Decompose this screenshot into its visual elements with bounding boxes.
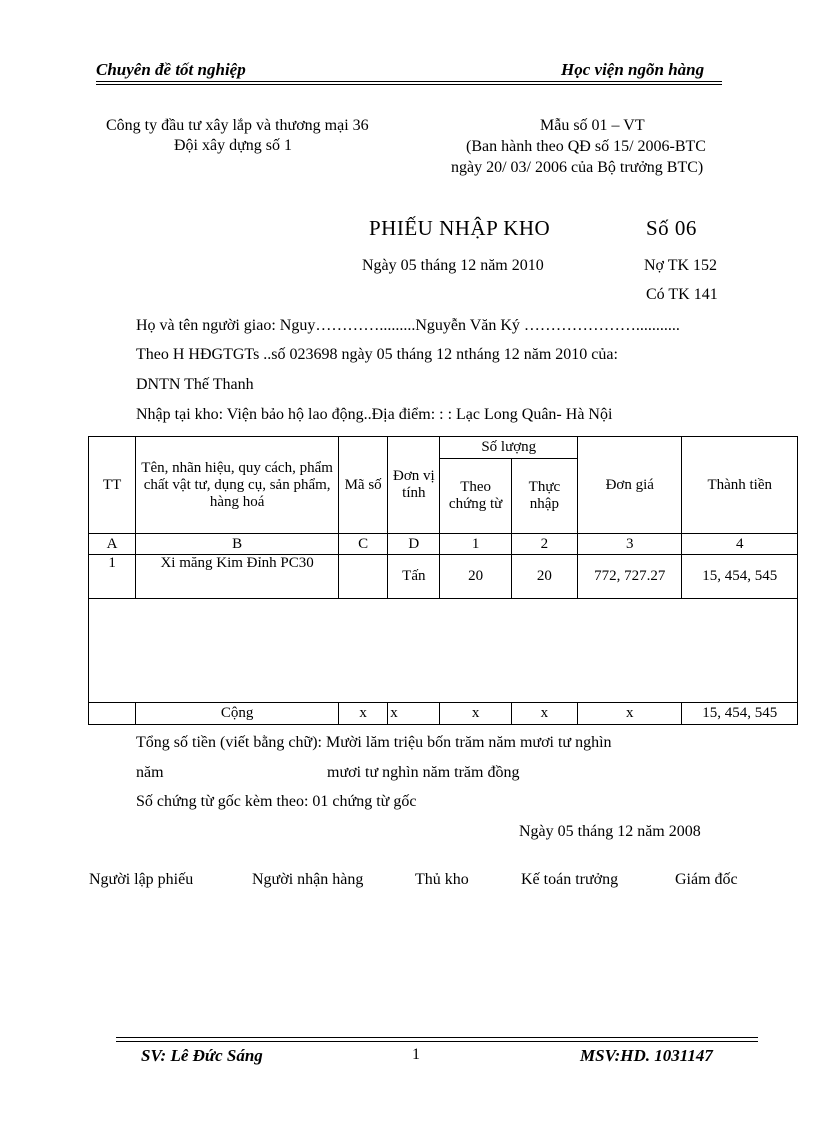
warehouse-line: Nhập tại kho: Viện bảo hộ lao động..Địa điểm: : : Lạc Long Quân- Hà Nội (136, 406, 613, 423)
header-amount: Thành tiền (682, 437, 798, 534)
row-unit: Tấn (388, 555, 440, 599)
signature-director: Giám đốc (675, 871, 738, 888)
total-qty-doc: x (440, 703, 511, 725)
total-row (89, 703, 798, 725)
blank-area (89, 599, 798, 703)
amount-words-line-1: Tổng số tiền (viết bằng chữ): Mười lăm triệu bốn trăm năm mươi tư nghìn (136, 734, 612, 751)
column-code: A (89, 534, 136, 555)
row-amount: 15, 454, 545 (682, 555, 798, 599)
header-tt: TT (89, 437, 136, 534)
header-item-name: Tên, nhãn hiệu, quy cách, phẩm chất vật tư, dụng cụ, sản phẩm, hàng hoá (136, 437, 339, 534)
debit-account: Nợ TK 152 (644, 257, 718, 274)
deliverer-line: Họ và tên người giao: Nguy………….........Nguyễn Văn Ký …………………........... (136, 317, 680, 334)
header-qty-doc: Theo chứng từ (440, 459, 511, 534)
header-rule-top (96, 81, 722, 82)
column-code: B (136, 534, 339, 555)
footer-rule-bottom (116, 1041, 758, 1042)
form-issued-date: ngày 20/ 03/ 2006 của Bộ trưởng BTC) (451, 159, 704, 176)
blank-area-row (89, 599, 798, 703)
signature-storekeeper: Thủ kho (415, 871, 469, 888)
row-price: 772, 727.27 (578, 555, 682, 599)
reference-line-1: Theo H HĐGTGTs ..số 023698 ngày 05 tháng 12 ntháng 12 năm 2010 của: (136, 346, 618, 363)
amount-words-line-2b: mươi tư nghìn năm trăm đồng (327, 764, 520, 781)
header-quantity-group: Số lượng (440, 437, 578, 459)
table-header-row (89, 437, 798, 459)
header-left-title: Chuyên đề tốt nghiệp (96, 60, 246, 79)
row-tt: 1 (89, 555, 136, 599)
column-code-row (89, 534, 798, 555)
total-unit: x (388, 703, 440, 725)
header-right-title: Học viện ngõn hàng (561, 60, 705, 79)
attached-documents: Số chứng từ gốc kèm theo: 01 chứng từ gốc (136, 793, 417, 810)
footer-rule-top (116, 1037, 758, 1038)
company-name: Công ty đầu tư xây lắp và thương mại 36 (106, 117, 369, 134)
header-rule-bottom (96, 84, 722, 85)
total-amount: 15, 454, 545 (682, 703, 798, 725)
signature-preparer: Người lập phiếu (89, 871, 194, 888)
header-code: Mã số (339, 437, 388, 534)
column-code: 2 (511, 534, 577, 555)
document-title: PHIẾU NHẬP KHO (369, 216, 551, 240)
footer-page-number: 1 (412, 1046, 420, 1063)
header-unit: Đơn vị tính (388, 437, 440, 534)
row-qty-actual: 20 (511, 555, 577, 599)
signing-date: Ngày 05 tháng 12 năm 2008 (519, 823, 701, 840)
table-row (89, 555, 798, 599)
row-item-name: Xi măng Kim Đỉnh PC30 (136, 555, 339, 599)
column-code: 4 (682, 534, 798, 555)
column-code: 1 (440, 534, 511, 555)
amount-words-line-2a: năm (136, 764, 164, 781)
column-code: D (388, 534, 440, 555)
footer-student-name: SV: Lê Đức Sáng (141, 1046, 263, 1065)
footer-student-id: MSV:HD. 1031147 (580, 1046, 713, 1065)
form-number: Mẫu số 01 – VT (540, 117, 645, 134)
column-code: C (339, 534, 388, 555)
reference-line-2: DNTN Thế Thanh (136, 376, 254, 393)
total-label: Cộng (136, 703, 339, 725)
row-code (339, 555, 388, 599)
document-number: Số 06 (646, 216, 697, 240)
signature-receiver: Người nhận hàng (252, 871, 364, 888)
form-issued-by: (Ban hành theo QĐ số 15/ 2006-BTC (466, 138, 706, 155)
company-unit: Đội xây dựng số 1 (174, 137, 292, 154)
document-date: Ngày 05 tháng 12 năm 2010 (362, 257, 544, 274)
total-qty-actual: x (511, 703, 577, 725)
signature-chief-accountant: Kế toán trưởng (521, 871, 619, 888)
total-tt (89, 703, 136, 725)
total-code: x (339, 703, 388, 725)
total-price: x (578, 703, 682, 725)
row-qty-doc: 20 (440, 555, 511, 599)
header-qty-actual: Thực nhập (511, 459, 577, 534)
column-code: 3 (578, 534, 682, 555)
credit-account: Có TK 141 (646, 286, 718, 303)
goods-table (88, 436, 798, 725)
header-price: Đơn giá (578, 437, 682, 534)
